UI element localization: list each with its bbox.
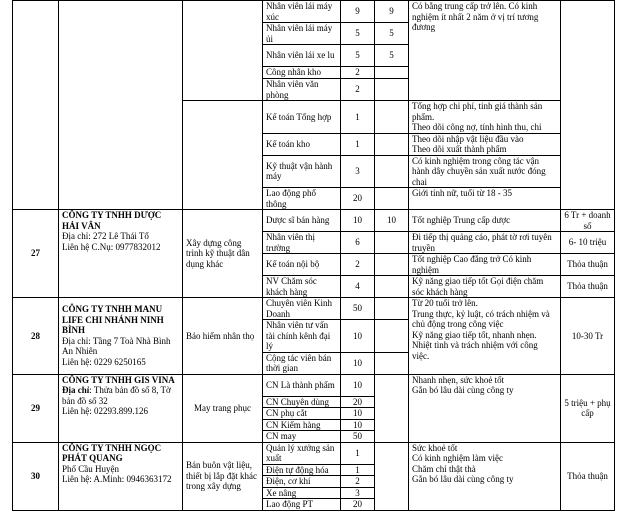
- job-title: Kế toán Tổng hợp: [263, 101, 341, 134]
- job-title: Nhân viên thị trường: [263, 232, 341, 254]
- company-info: [59, 442, 183, 510]
- company-contact: Liên hệ: 02293.899.126: [62, 406, 148, 416]
- quantity-2: [375, 188, 409, 210]
- job-title: Dược sĩ bán hàng: [263, 210, 341, 232]
- quantity: 10: [341, 374, 375, 396]
- quantity-2: [375, 232, 409, 254]
- quantity: 4: [341, 276, 375, 298]
- company-name: CÔNG TY TNHH DƯỢC HẢI VÂN: [62, 210, 162, 231]
- requirements: Có bằng trung cấp trở lên. Có kinh nghiệm ít nhất 2 năm ở vị trí tương đương: [409, 1, 561, 101]
- job-title: Nhân viên tư vấn tài chính kênh đại lý: [263, 320, 341, 353]
- business-field: May trang phục: [183, 374, 263, 442]
- quantity: 50: [341, 431, 375, 443]
- company-name: CÔNG TY TNHH MANU LIFE CHI NHÁNH NINH BÌNH: [62, 304, 164, 336]
- job-title: Xe nâng: [263, 487, 341, 499]
- company-info: [59, 374, 183, 442]
- requirements: Đi tiếp thị quảng cáo, phát tờ rơi tuyên truyền: [409, 232, 561, 254]
- company-name: CÔNG TY TNHH NGỌC PHÁT QUANG: [62, 442, 162, 463]
- quantity: 9: [341, 1, 375, 23]
- quantity-2: [375, 320, 409, 353]
- company-info: [59, 210, 183, 298]
- stt-number: 29: [13, 374, 59, 442]
- job-title: Chuyên viên Kinh Doanh: [263, 298, 341, 320]
- field-cell: [183, 101, 263, 210]
- requirements: Tốt nghiệp Trung cấp dược: [409, 210, 561, 232]
- quantity: 10: [341, 320, 375, 353]
- salary: Thỏa thuận: [561, 442, 615, 510]
- quantity: 10: [341, 210, 375, 232]
- quantity: 3: [341, 155, 375, 188]
- requirements: Có kinh nghiệm trong công tác vận hành dây chuyền sản xuất nước đóng chai: [409, 155, 561, 188]
- job-title: Công nhân kho: [263, 67, 341, 79]
- requirements: Giới tính nữ, tuổi từ 18 - 35: [409, 188, 561, 210]
- quantity: 10: [341, 419, 375, 431]
- job-title: CN Chuyên dùng: [263, 396, 341, 408]
- quantity-2: [375, 276, 409, 298]
- quantity-2: [375, 442, 409, 510]
- quantity: 5: [341, 23, 375, 45]
- job-title: Lao động PT: [263, 499, 341, 511]
- job-title: CN Là thành phẩm: [263, 374, 341, 396]
- job-title: Nhân viên lái máy xúc: [263, 1, 341, 23]
- quantity-2: 5: [375, 23, 409, 45]
- salary: 6- 10 triệu: [561, 232, 615, 254]
- job-title: CN may: [263, 431, 341, 443]
- job-title: Kế toán nội bộ: [263, 254, 341, 276]
- quantity: 20: [341, 396, 375, 408]
- job-title: NV Chăm sóc khách hàng: [263, 276, 341, 298]
- requirements: Tổng hợp chi phí, tính giá thành sản phẩm. Theo dõi công nợ, tính hình thu, chi: [409, 101, 561, 134]
- quantity: 5: [341, 45, 375, 67]
- quantity-2: [375, 101, 409, 134]
- salary-cell: [561, 1, 615, 210]
- quantity-2: 9: [375, 1, 409, 23]
- quantity-2: [375, 352, 409, 374]
- stt-number: 28: [13, 298, 59, 375]
- job-title: Nhân viên lái máy ủi: [263, 23, 341, 45]
- quantity-2: [375, 133, 409, 155]
- job-title: CN Kiểm hàng: [263, 419, 341, 431]
- company-address: Địa chỉ: Thửa bản đồ số 8, Tờ bản đồ số 32: [62, 385, 171, 406]
- quantity: 20: [341, 499, 375, 511]
- quantity: 1: [341, 442, 375, 464]
- company-contact: Liên hệ C.Nụ: 0977832012: [62, 241, 161, 252]
- requirements: Tốt nghiệp Cao đẳng trở Có kinh nghiệm: [409, 254, 561, 276]
- business-field: Bán buôn vật liệu, thiết bị lắp đặt khác trong xây dựng: [183, 442, 263, 510]
- job-title: Nhân viên lái xe lu: [263, 45, 341, 67]
- company-contact: Liên hệ: A.Minh: 0946363172: [62, 474, 172, 484]
- quantity: 1: [341, 464, 375, 476]
- quantity-2: 10: [375, 210, 409, 232]
- quantity: 2: [341, 254, 375, 276]
- quantity: 1: [341, 133, 375, 155]
- quantity-2: [375, 298, 409, 320]
- salary: Thỏa thuận: [561, 254, 615, 276]
- job-title: Điện, cơ khí: [263, 476, 341, 488]
- business-field: Xây dựng công trình kỹ thuật dân dụng khác: [183, 210, 263, 298]
- salary: Thỏa thuận: [561, 276, 615, 298]
- company-address: Phố Cầu Huyện: [62, 463, 119, 474]
- requirements: Từ 20 tuổi trở lên. Trung thực, kỷ luật, có trách nhiệm và chủ động trong công việc Kỹ năng giao tiếp tốt, nhanh nhẹn. Nhiệt tình và trách nhiệm với công việc.: [409, 298, 561, 375]
- job-title: Điện tự động hóa: [263, 464, 341, 476]
- company-name: CÔNG TY TNHH GIS VINA: [62, 374, 175, 385]
- stt-number: 30: [13, 442, 59, 510]
- stt-number: 27: [13, 210, 59, 298]
- stt-cell: [13, 1, 59, 210]
- job-title: Kỹ thuật vận hành máy: [263, 155, 341, 188]
- company-address: Địa chỉ: 272 Lê Thái Tổ: [62, 231, 149, 241]
- field-cell: [183, 1, 263, 101]
- job-title: Quản lý xưởng sản xuất: [263, 442, 341, 464]
- quantity: 6: [341, 232, 375, 254]
- company-cell: [59, 1, 183, 210]
- requirements: Sức khoẻ tốt Có kinh nghiệm làm việc Chăm chỉ thật thà Gắn bó lâu dài cùng công ty: [409, 442, 561, 510]
- quantity-2: [375, 374, 409, 442]
- quantity: 2: [341, 79, 375, 101]
- quantity: 10: [341, 408, 375, 420]
- quantity: 20: [341, 188, 375, 210]
- salary: 10-30 Tr: [561, 298, 615, 375]
- business-field: Bảo hiểm nhân thọ: [183, 298, 263, 375]
- quantity: 2: [341, 67, 375, 79]
- quantity: 50: [341, 298, 375, 320]
- requirements: Nhanh nhẹn, sức khoẻ tốt Gắn bó lâu dài cùng công ty: [409, 374, 561, 442]
- job-title: Nhân viên văn phòng: [263, 79, 341, 101]
- job-title: Kế toán kho: [263, 133, 341, 155]
- quantity-2: [375, 67, 409, 79]
- quantity-2: [375, 254, 409, 276]
- salary: 5 triệu + phụ cấp: [561, 374, 615, 442]
- salary: 6 Tr + doanh số: [561, 210, 615, 232]
- quantity: 10: [341, 352, 375, 374]
- quantity: 2: [341, 476, 375, 488]
- recruitment-table: [12, 0, 615, 511]
- quantity-2: 5: [375, 45, 409, 67]
- company-address: Địa chỉ: Tầng 7 Toà Nhà Bình An Nhiên: [62, 335, 171, 357]
- quantity: 1: [341, 101, 375, 134]
- job-title: Cộng tác viên bán thời gian: [263, 352, 341, 374]
- quantity: 3: [341, 487, 375, 499]
- company-contact: Liên hệ: 0229 6250165: [62, 356, 146, 367]
- company-info: [59, 298, 183, 375]
- quantity-2: [375, 79, 409, 101]
- requirements: Kỹ năng giao tiếp tốt Gọi điện chăm sóc khách hàng: [409, 276, 561, 298]
- job-title: Lao động phổ thông: [263, 188, 341, 210]
- requirements: Theo dõi nhập vật liệu đầu vào Theo dõi xuất thành phẩm: [409, 133, 561, 155]
- quantity-2: [375, 155, 409, 188]
- job-title: CN phụ cắt: [263, 408, 341, 420]
